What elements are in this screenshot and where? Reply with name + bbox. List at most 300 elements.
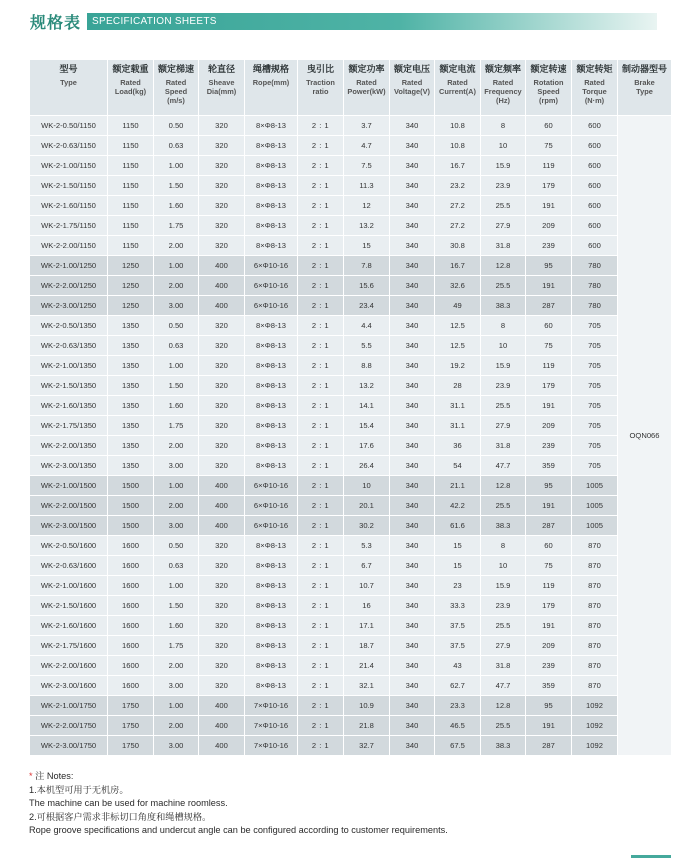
table-cell: 2.00	[154, 236, 199, 256]
table-cell: 8×Φ8-13	[245, 196, 298, 216]
table-cell: 1.00	[154, 696, 199, 716]
column-header	[298, 60, 344, 116]
table-cell: 6×Φ10-16	[245, 516, 298, 536]
table-cell: 8×Φ8-13	[245, 396, 298, 416]
table-cell: 340	[390, 556, 435, 576]
table-cell: 75	[526, 556, 572, 576]
table-cell: 10	[481, 336, 526, 356]
table-cell: 400	[199, 736, 245, 756]
table-cell: 3.00	[154, 516, 199, 536]
column-header-en: Rated Frequency (Hz)	[484, 78, 522, 105]
table-cell: 8×Φ8-13	[245, 336, 298, 356]
table-cell: 46.5	[435, 716, 481, 736]
table-cell: 10.8	[435, 116, 481, 136]
notes-heading	[29, 770, 669, 784]
table-cell: 2 : 1	[298, 376, 344, 396]
table-cell: WK-2-2.00/1350	[30, 436, 108, 456]
table-cell: 2 : 1	[298, 156, 344, 176]
table-cell: WK-2-3.00/1350	[30, 456, 108, 476]
table-cell: 705	[572, 436, 618, 456]
table-cell: 1150	[108, 236, 154, 256]
table-cell: 1600	[108, 556, 154, 576]
table-cell: 340	[390, 636, 435, 656]
table-cell: 1092	[572, 696, 618, 716]
table-cell: 25.5	[481, 616, 526, 636]
column-header	[618, 60, 672, 116]
table-cell: WK-2-1.75/1350	[30, 416, 108, 436]
table-cell: 32.7	[344, 736, 390, 756]
table-cell: 3.00	[154, 676, 199, 696]
table-cell: 400	[199, 716, 245, 736]
table-cell: 780	[572, 296, 618, 316]
table-cell: WK-2-1.00/1750	[30, 696, 108, 716]
table-row	[30, 156, 672, 176]
table-cell: 191	[526, 196, 572, 216]
table-cell: 1750	[108, 716, 154, 736]
table-cell: 179	[526, 596, 572, 616]
table-cell: 21.8	[344, 716, 390, 736]
table-cell: 340	[390, 576, 435, 596]
table-cell: 2 : 1	[298, 236, 344, 256]
table-cell: 23.9	[481, 596, 526, 616]
table-cell: 1092	[572, 736, 618, 756]
column-header	[108, 60, 154, 116]
table-cell: 209	[526, 216, 572, 236]
table-cell: 5.5	[344, 336, 390, 356]
table-cell: 6×Φ10-16	[245, 276, 298, 296]
column-header-en: Rated Speed (m/s)	[164, 78, 188, 105]
table-cell: 2.00	[154, 716, 199, 736]
table-cell: 359	[526, 456, 572, 476]
table-cell: 49	[435, 296, 481, 316]
table-cell: 191	[526, 616, 572, 636]
table-cell: 7.8	[344, 256, 390, 276]
table-cell: 705	[572, 336, 618, 356]
table-cell: 179	[526, 176, 572, 196]
table-cell: 8	[481, 316, 526, 336]
column-header-en: Rated Current(A)	[439, 78, 476, 96]
table-row	[30, 656, 672, 676]
table-cell: 359	[526, 676, 572, 696]
table-cell: 1350	[108, 376, 154, 396]
column-header-cn: 曳引比	[306, 64, 334, 74]
table-cell: WK-2-1.50/1600	[30, 596, 108, 616]
notes-section	[29, 770, 669, 838]
table-cell: 0.50	[154, 536, 199, 556]
table-cell: 239	[526, 236, 572, 256]
table-cell: 15.9	[481, 156, 526, 176]
table-cell: 31.8	[481, 436, 526, 456]
table-cell: 12.5	[435, 336, 481, 356]
table-cell: 1750	[108, 736, 154, 756]
table-cell: 1600	[108, 656, 154, 676]
table-cell: 60	[526, 316, 572, 336]
table-cell: 320	[199, 336, 245, 356]
table-cell: 5.3	[344, 536, 390, 556]
table-cell: WK-2-1.00/1500	[30, 476, 108, 496]
table-cell: 2 : 1	[298, 116, 344, 136]
table-cell: 1092	[572, 716, 618, 736]
table-cell: 23.4	[344, 296, 390, 316]
table-cell: 705	[572, 356, 618, 376]
table-cell: 60	[526, 536, 572, 556]
table-cell: 17.1	[344, 616, 390, 636]
table-cell: 1250	[108, 276, 154, 296]
table-cell: 340	[390, 696, 435, 716]
table-cell: 600	[572, 176, 618, 196]
table-cell: 27.9	[481, 216, 526, 236]
table-cell: 67.5	[435, 736, 481, 756]
table-cell: 870	[572, 616, 618, 636]
table-cell: 2 : 1	[298, 176, 344, 196]
table-cell: 16.7	[435, 156, 481, 176]
table-cell: 33.3	[435, 596, 481, 616]
table-row	[30, 476, 672, 496]
table-cell: 340	[390, 316, 435, 336]
table-row	[30, 556, 672, 576]
column-header-cn: 制动器型号	[621, 64, 667, 74]
table-row	[30, 136, 672, 156]
column-header-cn: 型号	[59, 64, 78, 74]
table-cell: 340	[390, 676, 435, 696]
table-cell: 870	[572, 636, 618, 656]
table-cell: 6.7	[344, 556, 390, 576]
specification-table	[29, 59, 672, 756]
table-cell: 320	[199, 176, 245, 196]
table-cell: WK-2-1.00/1250	[30, 256, 108, 276]
table-cell: 119	[526, 356, 572, 376]
table-cell: WK-2-1.50/1150	[30, 176, 108, 196]
table-cell: 780	[572, 276, 618, 296]
table-row	[30, 536, 672, 556]
table-cell: 191	[526, 276, 572, 296]
column-header	[30, 60, 108, 116]
table-cell: 1600	[108, 596, 154, 616]
table-cell: 320	[199, 136, 245, 156]
table-cell: 10	[481, 556, 526, 576]
table-cell: 1350	[108, 316, 154, 336]
table-cell: 2 : 1	[298, 596, 344, 616]
table-row	[30, 696, 672, 716]
table-row	[30, 296, 672, 316]
table-cell: 2 : 1	[298, 616, 344, 636]
table-cell: 21.4	[344, 656, 390, 676]
table-cell: 1150	[108, 136, 154, 156]
table-cell: 95	[526, 256, 572, 276]
table-cell: 8×Φ8-13	[245, 236, 298, 256]
table-cell: 15.9	[481, 576, 526, 596]
table-cell: 1.60	[154, 616, 199, 636]
table-cell: 340	[390, 256, 435, 276]
table-cell: 2.00	[154, 436, 199, 456]
table-cell: 62.7	[435, 676, 481, 696]
table-cell: 13.2	[344, 216, 390, 236]
table-cell: 320	[199, 116, 245, 136]
table-cell: 340	[390, 656, 435, 676]
table-cell: 6×Φ10-16	[245, 256, 298, 276]
table-row	[30, 376, 672, 396]
table-cell: WK-2-1.60/1600	[30, 616, 108, 636]
column-header	[199, 60, 245, 116]
table-cell: 75	[526, 136, 572, 156]
table-cell: 15	[344, 236, 390, 256]
table-cell: 43	[435, 656, 481, 676]
table-cell: 239	[526, 436, 572, 456]
table-cell: 1.00	[154, 356, 199, 376]
table-cell: 2 : 1	[298, 656, 344, 676]
table-cell: 38.3	[481, 736, 526, 756]
table-cell: 1250	[108, 296, 154, 316]
table-cell: 27.9	[481, 416, 526, 436]
table-cell: 47.7	[481, 456, 526, 476]
table-cell: 320	[199, 236, 245, 256]
table-cell: 320	[199, 616, 245, 636]
table-cell: 340	[390, 476, 435, 496]
note-line: 2.可根据客户需求非标切口角度和绳槽规格。	[29, 811, 212, 822]
table-cell: 0.63	[154, 136, 199, 156]
table-cell: 8×Φ8-13	[245, 556, 298, 576]
table-cell: 25.5	[481, 496, 526, 516]
table-cell: WK-2-2.00/1250	[30, 276, 108, 296]
table-cell: 26.4	[344, 456, 390, 476]
table-cell: 1350	[108, 416, 154, 436]
table-cell: 8	[481, 536, 526, 556]
table-cell: 600	[572, 136, 618, 156]
table-cell: WK-2-1.00/1600	[30, 576, 108, 596]
table-cell: 8×Φ8-13	[245, 356, 298, 376]
note-line: Rope groove specifications and undercut angle can be configured according to customer requirements.	[29, 825, 448, 836]
page-title-cn: 规格表	[30, 14, 82, 32]
table-cell: 1.00	[154, 476, 199, 496]
table-cell: 38.3	[481, 296, 526, 316]
table-cell: 320	[199, 456, 245, 476]
table-cell: 340	[390, 136, 435, 156]
table-cell: 10	[481, 136, 526, 156]
column-header-cn: 绳槽规格	[252, 64, 289, 74]
table-cell: 1150	[108, 116, 154, 136]
table-cell: 54	[435, 456, 481, 476]
table-cell: 1.00	[154, 256, 199, 276]
table-cell: 320	[199, 196, 245, 216]
table-cell: 12.8	[481, 476, 526, 496]
table-cell: 1005	[572, 476, 618, 496]
table-cell: 340	[390, 536, 435, 556]
table-row	[30, 276, 672, 296]
table-cell: 36	[435, 436, 481, 456]
table-cell: 705	[572, 456, 618, 476]
table-row	[30, 736, 672, 756]
table-cell: 2 : 1	[298, 676, 344, 696]
table-cell: 1.75	[154, 636, 199, 656]
table-cell: 1600	[108, 676, 154, 696]
table-cell: 320	[199, 216, 245, 236]
table-cell: 0.63	[154, 336, 199, 356]
table-cell: 2 : 1	[298, 456, 344, 476]
table-cell: 1150	[108, 196, 154, 216]
table-cell: 340	[390, 296, 435, 316]
table-cell: 25.5	[481, 396, 526, 416]
table-cell: 8×Φ8-13	[245, 376, 298, 396]
table-cell: 31.8	[481, 656, 526, 676]
table-cell: 2 : 1	[298, 736, 344, 756]
table-cell: 8×Φ8-13	[245, 656, 298, 676]
table-cell: 27.9	[481, 636, 526, 656]
table-cell: 6×Φ10-16	[245, 296, 298, 316]
note-line: 1.本机型可用于无机房。	[29, 784, 129, 795]
table-cell: 1500	[108, 496, 154, 516]
table-cell: 12.5	[435, 316, 481, 336]
table-cell: 25.5	[481, 716, 526, 736]
table-cell: 1600	[108, 536, 154, 556]
table-cell: 1500	[108, 516, 154, 536]
table-cell: 1.75	[154, 416, 199, 436]
table-cell: 1005	[572, 496, 618, 516]
table-cell: WK-2-0.50/1600	[30, 536, 108, 556]
table-cell: WK-2-2.00/1600	[30, 656, 108, 676]
table-cell: 340	[390, 396, 435, 416]
table-row	[30, 236, 672, 256]
table-cell: 25.5	[481, 196, 526, 216]
table-cell: 287	[526, 296, 572, 316]
column-header	[154, 60, 199, 116]
table-cell: 870	[572, 656, 618, 676]
column-header	[481, 60, 526, 116]
table-cell: 32.6	[435, 276, 481, 296]
column-header-cn: 额定功率	[348, 64, 385, 74]
table-cell: 13.2	[344, 376, 390, 396]
table-cell: 8×Φ8-13	[245, 676, 298, 696]
table-cell: 2 : 1	[298, 196, 344, 216]
table-cell: 119	[526, 156, 572, 176]
table-cell: 0.50	[154, 316, 199, 336]
table-cell: 870	[572, 596, 618, 616]
column-header	[245, 60, 298, 116]
table-cell: 95	[526, 696, 572, 716]
table-cell: 38.3	[481, 516, 526, 536]
table-cell: 47.7	[481, 676, 526, 696]
table-cell: WK-2-1.00/1350	[30, 356, 108, 376]
notes-heading-text: 注 Notes:	[35, 771, 74, 781]
table-cell: 1.50	[154, 176, 199, 196]
table-cell: 340	[390, 196, 435, 216]
table-row	[30, 336, 672, 356]
table-cell: 870	[572, 536, 618, 556]
table-cell: 340	[390, 376, 435, 396]
table-cell: 1150	[108, 216, 154, 236]
table-cell: 340	[390, 356, 435, 376]
table-cell: 8×Φ8-13	[245, 636, 298, 656]
column-header-en: Rated Voltage(V)	[394, 78, 430, 96]
table-cell: 340	[390, 456, 435, 476]
table-cell: 400	[199, 696, 245, 716]
table-cell: 2 : 1	[298, 276, 344, 296]
column-header-en: Rated Power(kW)	[347, 78, 386, 96]
table-cell: 2 : 1	[298, 696, 344, 716]
column-header	[390, 60, 435, 116]
title-bar	[30, 10, 657, 32]
table-cell: 320	[199, 596, 245, 616]
table-cell: 11.3	[344, 176, 390, 196]
table-cell: 340	[390, 716, 435, 736]
table-cell: 320	[199, 376, 245, 396]
table-cell: 340	[390, 736, 435, 756]
table-cell: WK-2-1.75/1600	[30, 636, 108, 656]
table-cell: WK-2-3.00/1750	[30, 736, 108, 756]
table-cell: 30.8	[435, 236, 481, 256]
table-cell: 15	[435, 556, 481, 576]
table-cell: 2 : 1	[298, 556, 344, 576]
table-cell: 37.5	[435, 636, 481, 656]
table-cell: 31.1	[435, 396, 481, 416]
column-header-en: Rope(mm)	[252, 78, 290, 87]
table-row	[30, 676, 672, 696]
table-cell: WK-2-0.63/1600	[30, 556, 108, 576]
table-cell: WK-2-1.50/1350	[30, 376, 108, 396]
table-cell: 2 : 1	[298, 476, 344, 496]
table-cell: 2 : 1	[298, 636, 344, 656]
table-cell: 4.4	[344, 316, 390, 336]
table-cell: 400	[199, 516, 245, 536]
table-cell: 600	[572, 156, 618, 176]
table-row	[30, 116, 672, 136]
table-cell: 1600	[108, 616, 154, 636]
table-cell: 179	[526, 376, 572, 396]
table-cell: 7×Φ10-16	[245, 716, 298, 736]
table-cell: 8×Φ8-13	[245, 316, 298, 336]
table-row	[30, 216, 672, 236]
table-cell: 1150	[108, 176, 154, 196]
table-cell: WK-2-3.00/1600	[30, 676, 108, 696]
table-cell: 15	[435, 536, 481, 556]
table-cell: WK-2-1.00/1150	[30, 156, 108, 176]
table-cell: 1.00	[154, 156, 199, 176]
table-cell: 191	[526, 496, 572, 516]
column-header-en: Brake Type	[634, 78, 655, 96]
table-cell: 400	[199, 296, 245, 316]
table-cell: 320	[199, 416, 245, 436]
column-header	[435, 60, 481, 116]
table-row	[30, 576, 672, 596]
table-cell: 2 : 1	[298, 296, 344, 316]
column-header-en: Rated Torque (N·m)	[582, 78, 607, 105]
table-cell: 42.2	[435, 496, 481, 516]
table-cell: 870	[572, 576, 618, 596]
table-cell: 31.1	[435, 416, 481, 436]
table-cell: 400	[199, 496, 245, 516]
table-cell: 600	[572, 116, 618, 136]
table-cell: 8×Φ8-13	[245, 576, 298, 596]
table-cell: 1350	[108, 396, 154, 416]
table-cell: 1.50	[154, 376, 199, 396]
column-header	[344, 60, 390, 116]
table-cell: 12.8	[481, 696, 526, 716]
table-cell: 20.1	[344, 496, 390, 516]
table-cell: 23.9	[481, 376, 526, 396]
table-cell: 320	[199, 656, 245, 676]
table-cell: 119	[526, 576, 572, 596]
table-cell: WK-2-3.00/1250	[30, 296, 108, 316]
table-cell: 2 : 1	[298, 136, 344, 156]
table-cell: 16	[344, 596, 390, 616]
table-cell: 600	[572, 216, 618, 236]
column-header	[572, 60, 618, 116]
table-cell: 1750	[108, 696, 154, 716]
table-cell: 21.1	[435, 476, 481, 496]
table-cell: 320	[199, 576, 245, 596]
column-header-en: Type	[60, 78, 77, 87]
table-row	[30, 616, 672, 636]
table-cell: 31.8	[481, 236, 526, 256]
